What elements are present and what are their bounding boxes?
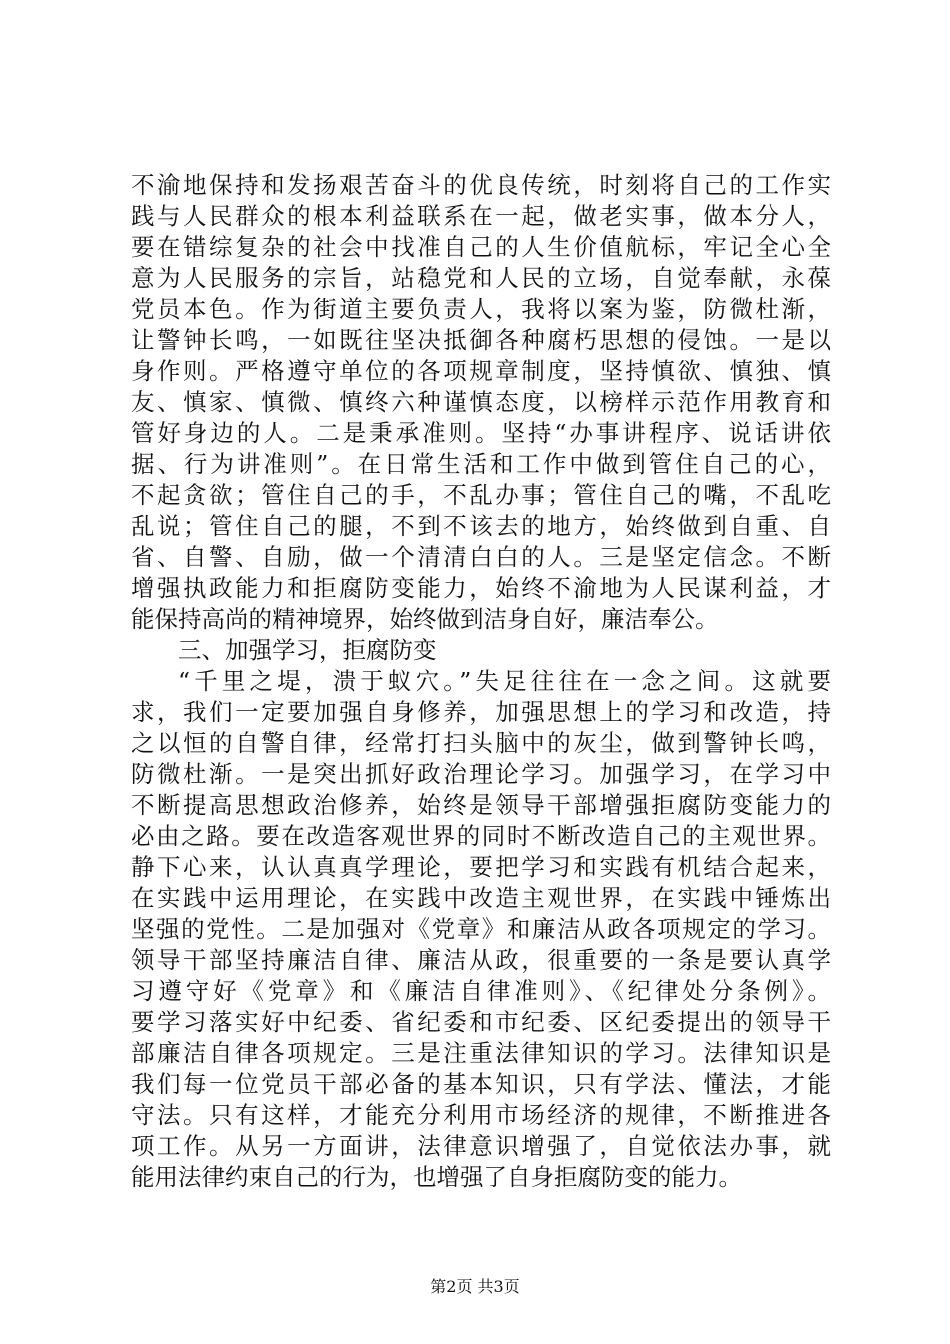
text-line: 让警钟长鸣，一如既往坚决抵御各种腐朽思想的侵蚀。一是以 bbox=[131, 326, 831, 354]
body-text bbox=[131, 170, 831, 1193]
text-line: 能保持高尚的精神境界，始终做到洁身自好，廉洁奉公。 bbox=[131, 605, 719, 633]
text-line: 部廉洁自律各项规定。三是注重法律知识的学习。法律知识是 bbox=[131, 1039, 831, 1067]
page-number-footer: 第2页 共3页 bbox=[430, 1277, 520, 1296]
text-line: 坚强的党性。二是加强对《党章》和廉洁从政各项规定的学习。 bbox=[131, 915, 831, 943]
text-line: 习遵守好《党章》和《廉洁自律准则》、《纪律处分条例》。 bbox=[131, 977, 831, 1005]
text-line: 据、行为讲准则”。在日常生活和工作中做到管住自己的心， bbox=[131, 450, 831, 478]
text-line: 守法。只有这样，才能充分利用市场经济的规律，不断推进各 bbox=[131, 1101, 831, 1129]
text-line: 不断提高思想政治修养，始终是领导干部增强拒腐防变能力的 bbox=[131, 791, 831, 819]
text-line: 要学习落实好中纪委、省纪委和市纪委、区纪委提出的领导干 bbox=[131, 1008, 831, 1036]
paragraph-1 bbox=[131, 170, 831, 635]
text-line: 静下心来，认认真真学理论，要把学习和实践有机结合起来， bbox=[131, 853, 831, 881]
text-line: 不起贪欲；管住自己的手，不乱办事；管住自己的嘴，不乱吃 bbox=[131, 481, 831, 509]
text-line: 不渝地保持和发扬艰苦奋斗的优良传统，时刻将自己的工作实 bbox=[131, 171, 831, 199]
text-line: 践与人民群众的根本利益联系在一起，做老实事，做本分人， bbox=[131, 202, 831, 230]
text-line: 身作则。严格遵守单位的各项规章制度，坚持慎欲、慎独、慎 bbox=[131, 357, 831, 385]
text-line: 友、慎家、慎微、慎终六种谨慎态度，以榜样示范作用教育和 bbox=[131, 388, 831, 416]
text-line: 在实践中运用理论，在实践中改造主观世界，在实践中锤炼出 bbox=[131, 884, 831, 912]
text-line: 要在错综复杂的社会中找准自己的人生价值航标，牢记全心全 bbox=[131, 233, 831, 261]
section-heading: 三、加强学习，拒腐防变 bbox=[178, 636, 437, 664]
text-line: 必由之路。要在改造客观世界的同时不断改造自己的主观世界。 bbox=[131, 822, 831, 850]
text-line: 省、自警、自励，做一个清清白白的人。三是坚定信念。不断 bbox=[131, 543, 831, 571]
text-line: 项工作。从另一方面讲，法律意识增强了，自觉依法办事，就 bbox=[131, 1132, 831, 1160]
text-line: 党员本色。作为街道主要负责人，我将以案为鉴，防微杜渐， bbox=[131, 295, 831, 323]
text-line: 我们每一位党员干部必备的基本知识，只有学法、懂法，才能 bbox=[131, 1070, 831, 1098]
paragraph-2 bbox=[131, 666, 831, 1193]
text-line: 管好身边的人。二是秉承准则。坚持“办事讲程序、说话讲依 bbox=[131, 419, 831, 447]
text-line: 意为人民服务的宗旨，站稳党和人民的立场，自觉奉献，永葆 bbox=[131, 264, 831, 292]
text-line: 之以恒的自警自律，经常打扫头脑中的灰尘，做到警钟长鸣， bbox=[131, 729, 831, 757]
text-line: 领导干部坚持廉洁自律、廉洁从政，很重要的一条是要认真学 bbox=[131, 946, 831, 974]
text-line: 能用法律约束自己的行为，也增强了自身拒腐防变的能力。 bbox=[131, 1163, 742, 1191]
text-line: 求，我们一定要加强自身修养，加强思想上的学习和改造，持 bbox=[131, 698, 831, 726]
text-line: 增强执政能力和拒腐防变能力，始终不渝地为人民谋利益，才 bbox=[131, 574, 831, 602]
text-line: “千里之堤，溃于蚁穴。”失足往往在一念之间。这就要 bbox=[178, 667, 831, 695]
text-line: 乱说；管住自己的腿，不到不该去的地方，始终做到自重、自 bbox=[131, 512, 831, 540]
text-line: 防微杜渐。一是突出抓好政治理论学习。加强学习，在学习中 bbox=[131, 760, 831, 788]
